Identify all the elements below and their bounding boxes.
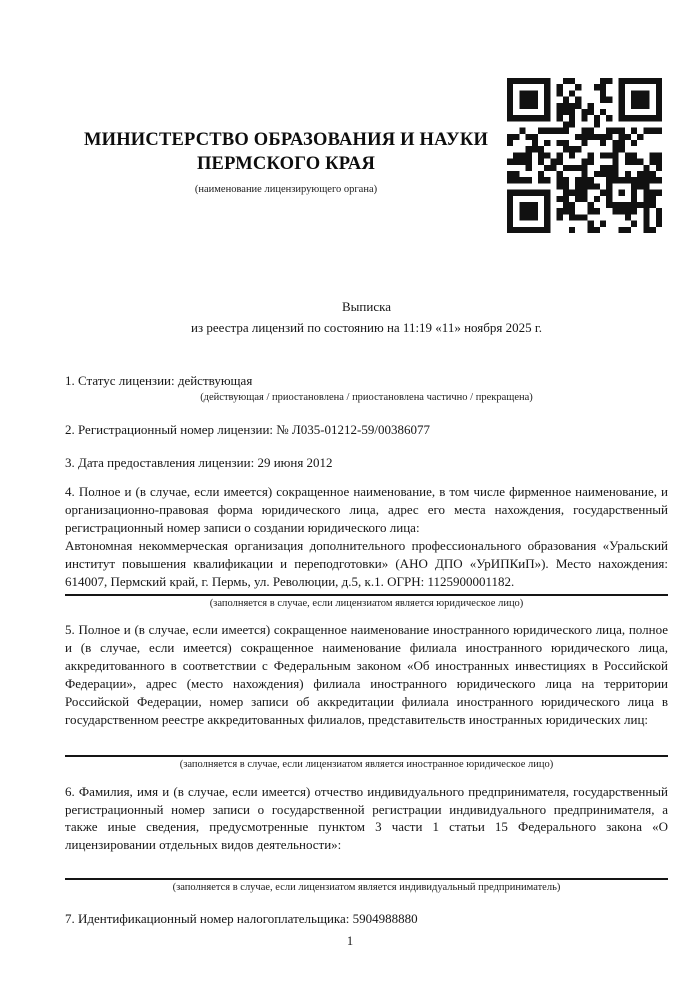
section-legal-entity (65, 483, 668, 610)
individual-entrepreneur-caption: (заполняется в случае, если лицензиатом является индивидуальный предприниматель) (172, 882, 561, 894)
ministry-caption: (наименование лицензирующего органа) (194, 183, 378, 195)
registration-number-text: 2. Регистрационный номер лицензии: № Л035-01212-59/00386077 (65, 422, 431, 438)
license-date-text: 3. Дата предоставления лицензии: 29 июня 2012 (65, 455, 333, 471)
ministry-name-line2: ПЕРМСКОГО КРАЯ (196, 154, 376, 175)
fill-line (65, 878, 668, 880)
legal-entity-value: Автономная некоммерческая организация дополнительного профессионального образования «Уральский институт повышения квалификации и переподготовки» (АНО ДПО «УрИПКиП»). Место нахождения: 614007, Пермский край, г. Пермь, ул. Революции, д.5, к.1. ОГРН: 1125900001182. (65, 537, 668, 589)
section-individual-entrepreneur (65, 783, 668, 895)
document-header (65, 78, 668, 233)
page-number: 1 (346, 934, 354, 948)
document-title-line1: Выписка (342, 299, 391, 314)
document-title (65, 297, 668, 339)
legal-entity-heading: 4. Полное и (в случае, если имеется) сокращенное наименование, в том числе фирменное наименование, и организационно-правовая форма юридического лица, адрес его места нахождения, государственный регистрационный номер записи о создании юридического лица: (65, 484, 668, 535)
document-body (65, 372, 668, 928)
licensing-authority-block (65, 78, 507, 195)
foreign-entity-heading: 5. Полное и (в случае, если имеется) сокращенное наименование иностранного юридического лица, полное и (в случае, если имеется) сокращенное наименование филиала иностранного юридического лица, аккредитованного в соответствии с Федеральным законом «Об иностранных инвестициях в Российской Федерации», адрес (место нахождения) филиала иностранного юридического лица на территории Российской Федерации, номер записи об аккредитации филиала иностранного юридического лица в государственном реестре аккредитованных филиалов, представительств иностранных юридических лиц: (65, 622, 668, 727)
section-license-status (65, 372, 668, 405)
ministry-name-line1: МИНИСТЕРСТВО ОБРАЗОВАНИЯ И НАУКИ (83, 130, 489, 150)
fill-line (65, 755, 668, 757)
individual-entrepreneur-heading: 6. Фамилия, имя и (в случае, если имеется) отчество индивидуального предпринимателя, государственный регистрационный номер записи о государственной регистрации индивидуального предпринимателя, а также иные сведения, предусмотренные пунктом 3 части 1 статьи 15 Федерального закона «О лицензировании отдельных видов деятельности»: (65, 783, 668, 853)
license-status-text: 1. Статус лицензии: действующая (65, 372, 253, 388)
legal-entity-caption: (заполняется в случае, если лицензиатом является юридическое лицо) (209, 597, 524, 609)
taxpayer-number-text: 7. Идентификационный номер налогоплательщика: 5904988880 (65, 910, 418, 926)
license-status-options-caption: (действующая / приостановлена / приостановлена частично / прекращена) (200, 391, 533, 403)
foreign-entity-caption: (заполняется в случае, если лицензиатом является иностранное юридическое лицо) (179, 758, 554, 770)
qr-code (507, 78, 662, 233)
fill-line (65, 594, 668, 596)
section-registration-number (65, 421, 668, 439)
section-taxpayer-number (65, 910, 668, 928)
section-license-date (65, 454, 668, 472)
document-title-line2: из реестра лицензий по состоянию на 11:19 «11» ноября 2025 г. (191, 319, 542, 335)
section-foreign-entity (65, 621, 668, 771)
